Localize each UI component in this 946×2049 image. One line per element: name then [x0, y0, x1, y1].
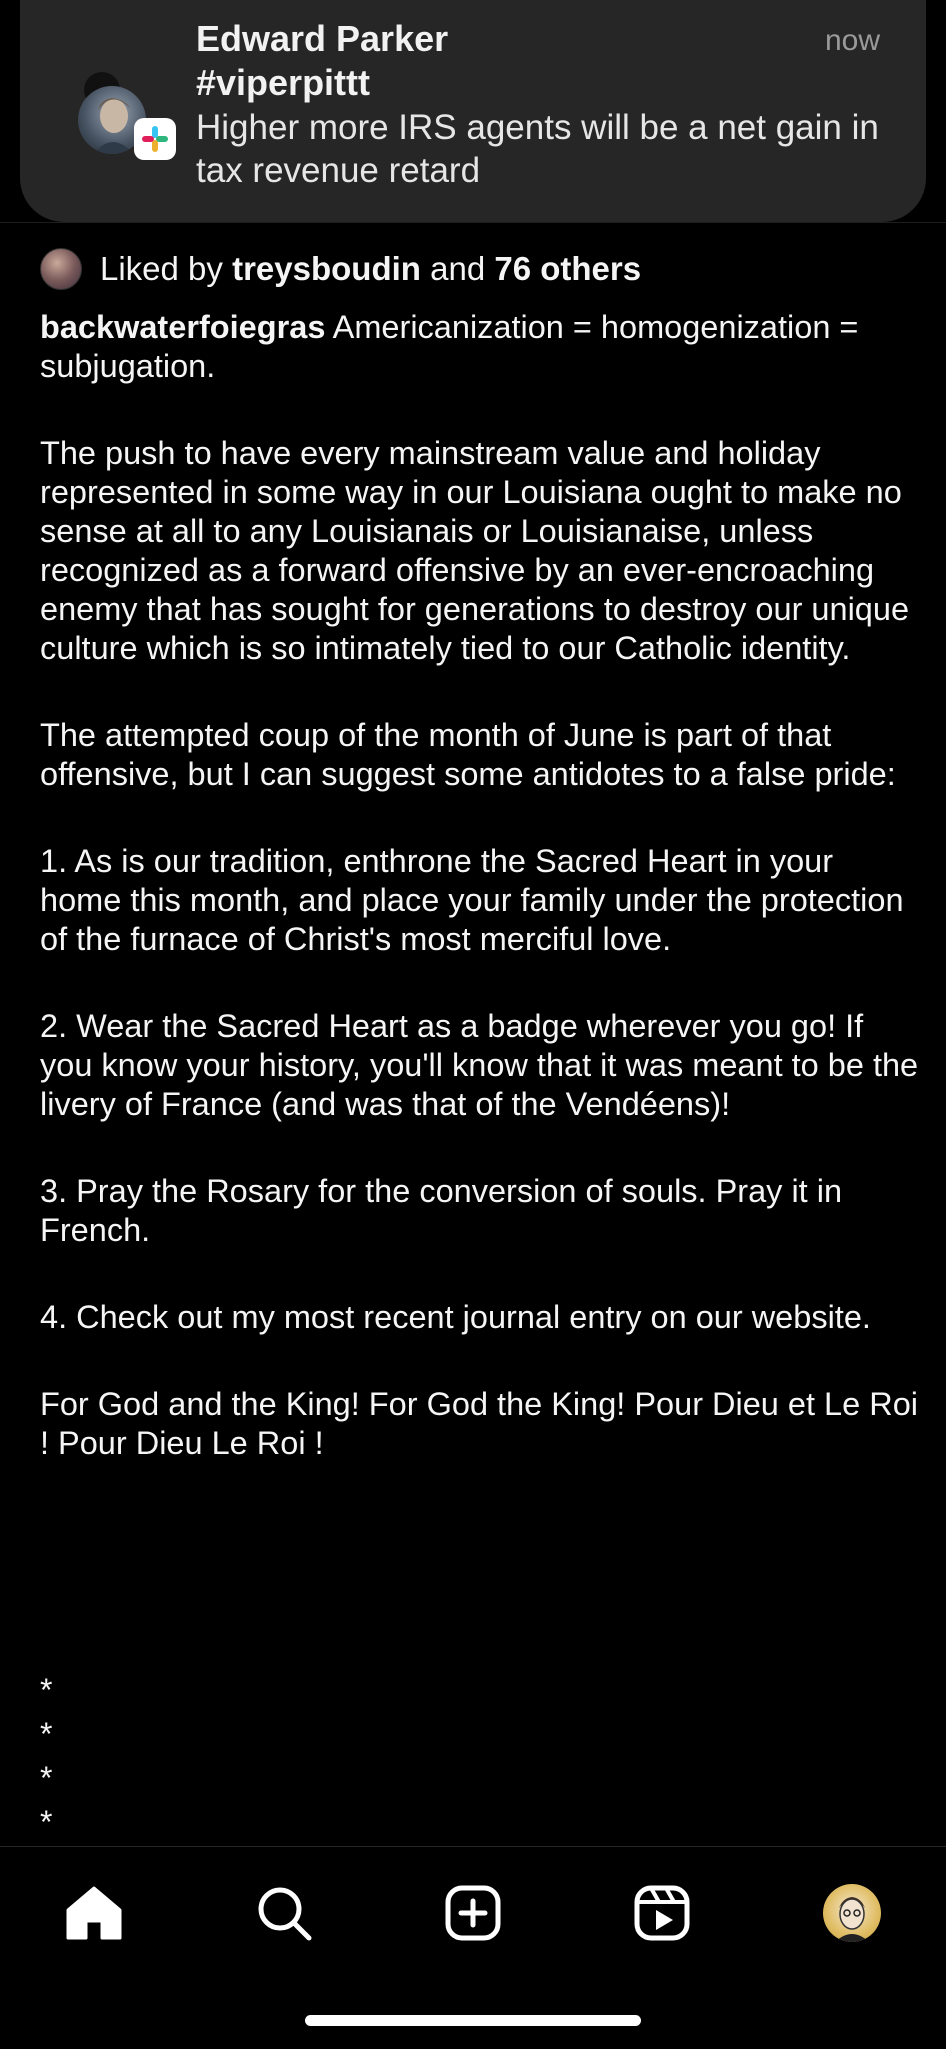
search-icon[interactable] — [252, 1881, 316, 1945]
notification-message: Higher more IRS agents will be a net gain in tax revenue retard — [196, 108, 879, 190]
new-post-icon[interactable] — [441, 1881, 505, 1945]
star-line: * — [40, 1760, 53, 1796]
caption-paragraph: 3. Pray the Rosary for the conversion of souls. Pray it in French. — [40, 1173, 843, 1248]
liker-avatar — [40, 248, 82, 290]
divider — [0, 222, 946, 223]
caption-username[interactable]: backwaterfoiegras — [40, 309, 326, 345]
caption-paragraph: 2. Wear the Sacred Heart as a badge wherever you go! If you know your history, you'll know that it was meant to be the livery of France (and was that of the Vendéens)! — [40, 1008, 919, 1122]
caption-stars — [40, 1668, 52, 1844]
home-icon[interactable] — [62, 1881, 126, 1945]
notification-sender: Edward Parker — [196, 18, 449, 59]
notification-banner[interactable] — [20, 0, 926, 222]
star-line: * — [40, 1804, 53, 1840]
profile-avatar[interactable] — [820, 1881, 884, 1945]
notification-time: now — [824, 24, 880, 57]
notification-channel: #viperpittt — [196, 62, 371, 103]
reels-icon[interactable] — [630, 1881, 694, 1945]
caption-text: Americanization = homogenization = subjugation. — [40, 309, 859, 384]
caption-paragraph: 4. Check out my most recent journal entry on our website. — [40, 1299, 871, 1335]
liked-by-middle: and — [420, 250, 495, 287]
post-caption — [40, 308, 920, 1511]
caption-paragraph — [40, 308, 920, 386]
liked-by-others[interactable]: 76 others — [494, 250, 642, 287]
liked-by-row[interactable] — [40, 248, 641, 290]
star-line: * — [40, 1716, 53, 1752]
star-line: * — [40, 1672, 53, 1708]
caption-paragraph: 1. As is our tradition, enthrone the Sacred Heart in your home this month, and place your family under the protection of the furnace of Christ's most merciful love. — [40, 843, 904, 957]
profile-avatar-image — [823, 1884, 881, 1942]
slack-icon — [134, 118, 176, 160]
home-indicator[interactable] — [305, 2015, 641, 2026]
caption-paragraph: The attempted coup of the month of June is part of that offensive, but I can suggest some antidotes to a false pride: — [40, 717, 896, 792]
liked-by-user[interactable]: treysboudin — [232, 250, 421, 287]
caption-paragraph: The push to have every mainstream value and holiday represented in some way in our Louisiana ought to make no sense at all to any Louisianais or Louisianaise, unless recognized as a forward offensive by an ever-encroaching enemy that has sought for generations to destroy our unique culture which is so intimately tied to our Catholic identity. — [40, 435, 910, 666]
liked-by-prefix: Liked by — [100, 250, 233, 287]
caption-paragraph: For God and the King! For God the King! Pour Dieu et Le Roi ! Pour Dieu Le Roi ! — [40, 1386, 918, 1461]
